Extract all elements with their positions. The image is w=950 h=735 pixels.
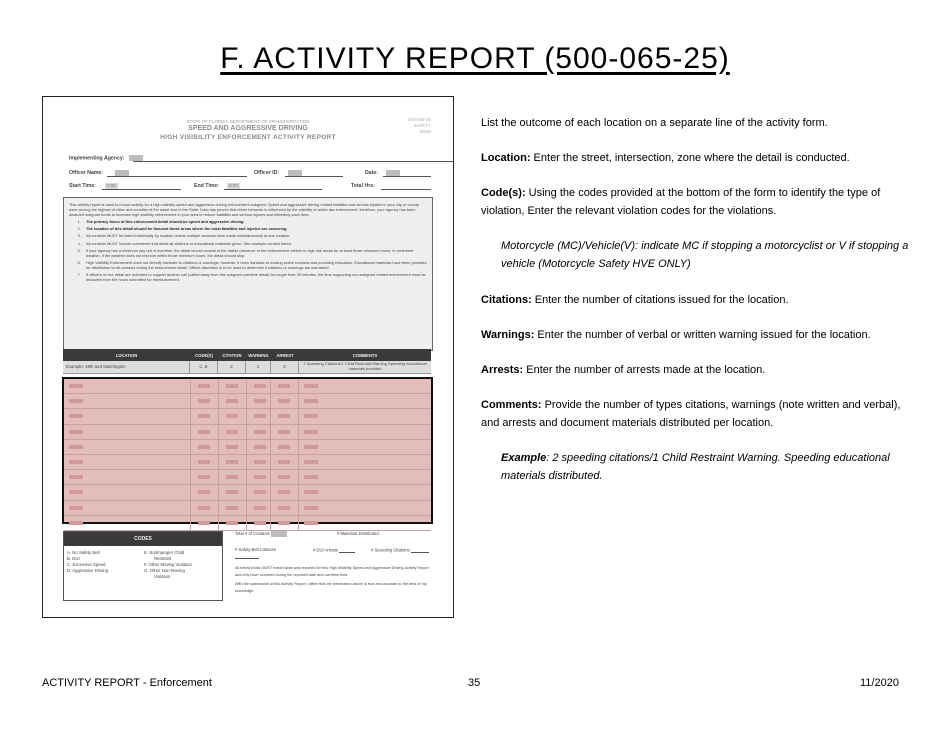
dui-arrests: # DUI Arrests [313,547,363,553]
blank-cell [299,379,431,393]
blank-cell [247,516,272,530]
blank-cell [247,485,272,499]
page-title: F. ACTIVITY REPORT (500-065-25) [220,42,730,75]
table-row [64,501,431,516]
header-citation: CITATION [222,352,242,358]
warnings-description: Warnings: Enter the number of verbal or written warning issued for the location. [481,329,871,341]
blank-cell [247,409,272,423]
citations-description: Citations: Enter the number of citations issued for the location. [481,294,789,306]
blank-cell [299,485,431,499]
blank-cell [191,440,219,454]
blank-cell [271,440,299,454]
blank-cell [247,455,272,469]
blank-cell [64,409,191,423]
comments-label: Comments: [481,399,542,411]
instructions-intro: This activity report is used to record activity for a high visibility speed and aggressive driving enforcement subgrant. Speed and aggressive driving related fatalities and serious injuries in your city or county were among the highest of cities and counties of the same size in the State. Data has proven that driver behavior is influenced by the visibility of active law enforcement; therefore, your agency has been awarded subgrant funds to increase high visibility enforcement in your area to reduce fatalities and serious injuries and ultimately save lives. [69,202,419,217]
blank-cell [299,425,431,439]
blank-cell [299,440,431,454]
blank-cell [247,379,272,393]
instructions-list [82,219,428,282]
blank-cell [271,409,299,423]
blank-cell [64,516,191,530]
officer-name-field [69,170,103,176]
speeding-citations: # Speeding Citations [371,547,431,553]
instructions-box [63,197,433,351]
blank-cell [219,425,247,439]
form-category: SAFETY [413,123,431,128]
table-header [63,349,431,361]
table-row [64,409,431,424]
officer-name-label: Officer Name: [69,170,104,176]
blank-cell [219,501,247,515]
blank-cell [271,425,299,439]
blank-cell [247,440,272,454]
blank-cell [299,501,431,515]
start-time-field [69,183,116,189]
blank-cell [191,455,219,469]
blank-cell [64,379,191,393]
total-hrs-label: Total Hrs: [351,183,375,189]
total-hrs-field [351,183,375,189]
materials-distributed: # Materials Distributed [337,531,379,536]
blank-cell [299,470,431,484]
instruction-item: 6. High Visibility Enforcement does not directly translate to citations or warnings; however, it does translate to making active contacts and providing education. Educational materials have been provided for distribution to all contacts during the enforcement detail. Officer discretion is to be used to determine if citations or warnings are warranted. [82,260,428,270]
table-row [64,425,431,440]
table-row [64,440,431,455]
warnings-label: Warnings: [481,329,535,341]
blank-cell [191,485,219,499]
blank-cell [299,409,431,423]
intro-text: List the outcome of each location on a separate line of the activity form. [481,117,828,129]
blank-cell [219,470,247,484]
code-item: C. Excessive Speed [67,562,106,567]
blank-cell [271,470,299,484]
totals-note: All below totals MUST match what was reported for this High Visibility Speed and Aggressive Driving Activity Report and only have occurred during the reported date and overtime time. [235,566,429,577]
blank-cell [271,394,299,408]
end-time-field [194,183,238,189]
form-agency: STATE OF FLORIDA DEPARTMENT OF TRANSPORTATION [186,119,310,124]
blank-cell [271,379,299,393]
blank-cell [64,425,191,439]
blank-cell [219,379,247,393]
citations-label: Citations: [481,294,532,306]
footer-date: 11/2020 [860,677,899,689]
code-item: E. No/Improper Child [144,550,185,555]
header-arrest: ARREST [276,352,294,358]
table-row [64,470,431,485]
code-item: F. Other Moving Violation [144,562,192,567]
example-location: Example: 49th and Washington [63,361,190,373]
instruction-item: 3. All contacts MUST be listed individually by location unless multiple contacts were made simultaneously at one location. [82,233,428,238]
header-codes: CODE(S) [195,352,213,358]
affirmation-note: With the submission of this Activity Report I affirm that the information above is true and accurate to the best of my knowledge. [235,582,427,593]
code-item: A. No Safety Belt [67,550,100,555]
blank-cell [299,516,431,530]
page-number: 35 [468,677,481,689]
instruction-item: 7. If officers on the detail are activated to support another call (called away from this subgrant overtime detail) for longer than 30 minutes, the time supporting non-subgrant related enforcement must be deducted from the hours submitted for reimbursement. [82,272,428,282]
table-row [64,394,431,409]
example-row [63,361,431,374]
blank-cell [271,455,299,469]
instruction-item: 4. All contacts MUST include comments that detail all citations or educational materials given. See example contact below. [82,241,428,246]
blank-cell [247,425,272,439]
codes-left-column [67,550,108,574]
blank-cell [64,455,191,469]
codes-right-column [144,550,192,580]
end-time-label: End Time: [194,183,219,189]
codes-label: Code(s): [481,187,526,199]
codes-description: Code(s): Using the codes provided at the bottom of the form to identify the type of violation, Enter the relevant violation codes for the violations. [481,187,881,217]
code-item: B. DUI [67,556,80,561]
blank-cell [247,394,272,408]
blank-cell [271,485,299,499]
codes-legend [63,531,223,601]
blank-cell [64,440,191,454]
form-number: 500-065-25 [407,117,431,122]
code-item: D. Aggressive Driving [67,568,109,573]
blank-cell [64,501,191,515]
blank-cell [191,394,219,408]
arrests-label: Arrests: [481,364,524,376]
blank-cell [219,394,247,408]
example-label: Example [501,452,547,464]
implementing-agency-field [69,155,143,161]
blank-cell [247,470,272,484]
comments-description: Comments: Provide the number of types citations, warnings (note written and verbal), and arrests and document materials distributed per location. [481,399,901,429]
blank-cell [191,425,219,439]
table-row [64,516,431,531]
location-description: Location: Enter the street, intersection, zone where the detail is conducted. [481,152,850,164]
code-item: G. Other Non-Moving [144,568,185,573]
footer-title: ACTIVITY REPORT - Enforcement [42,677,212,689]
code-item: Violation [154,574,171,579]
blank-cell [219,455,247,469]
blank-cell [64,485,191,499]
date-field [365,170,378,176]
safety-belt-citations: # Safety Belt Citations [235,547,297,559]
motorcycle-note: Motorcycle (MC)/Vehicle(V): indicate MC if stopping a motorcyclist or V if stopping a vehicle (Motorcycle Safety HVE ONLY) [501,240,909,270]
blank-cell [219,440,247,454]
contacts-table [63,349,431,374]
code-item: Restraint [154,556,172,561]
table-row [64,379,431,394]
form-date: 03/20 [419,129,431,134]
example-arrest: 0 [271,361,299,373]
start-time-value: 0:00 [107,183,116,188]
total-contacts: Total # of Contacts [235,531,295,537]
example-citation: 2 [218,361,246,373]
form-number-block [391,117,431,135]
activity-report-form-image [42,96,454,618]
codes-heading: CODES [64,532,222,546]
blank-cell [191,470,219,484]
blank-cell [219,516,247,530]
highlighted-entry-rows [62,377,433,524]
date-label: Date: [365,170,378,176]
form-title-line2: HIGH VISIBILITY ENFORCEMENT ACTIVITY REPORT [160,134,336,141]
blank-cell [271,516,299,530]
blank-cell [64,394,191,408]
instruction-item: 2. The location of this detail should be focused those areas where the most fatalities and injuries are occurring. [82,226,428,231]
example-note: Example: 2 speeding citations/1 Child Restraint Warning. Speeding educational materials distributed. [501,452,890,482]
officer-id-field [254,170,279,176]
example-codes: C, E [190,361,218,373]
blank-cell [191,409,219,423]
officer-id-label: Officer ID: [254,170,280,176]
blank-cell [299,394,431,408]
example-warning: 1 [246,361,271,373]
table-row [64,455,431,470]
header-comments: COMMENTS [352,352,378,358]
header-location: LOCATION [115,352,138,358]
blank-cell [64,470,191,484]
blank-cell [219,485,247,499]
arrests-description: Arrests: Enter the number of arrests made at the location. [481,364,766,376]
form-title-line1: SPEED AND AGGRESSIVE DRIVING [188,125,308,132]
end-time-value: 0:00 [229,183,238,188]
header-warning: WARNING [248,352,269,358]
example-comments: 2 Speeding Citations/1 Child Restraint Warning Speeding educational materials provided [303,361,427,371]
instruction-item: 5. If your agency has a minimum pay out of overtime, the detail should consist of the visible presence of the enforcement vehicle in high risk areas for at least those minimum hours. In inclement weather, if the weather does not improve within those minimum hours, the detail should stop. [82,248,428,258]
start-time-label: Start Time: [69,183,97,189]
blank-cell [299,455,431,469]
implementing-agency-label: Implementing Agency: [69,155,125,162]
blank-cell [191,516,219,530]
blank-cell [271,501,299,515]
blank-cell [219,409,247,423]
blank-cell [247,501,272,515]
blank-cell [191,501,219,515]
blank-cell [191,379,219,393]
table-row [64,485,431,500]
instruction-item: 1. The primary focus of this enforcement detail should be speed and aggressive driving. [82,219,428,224]
location-label: Location: [481,152,531,164]
